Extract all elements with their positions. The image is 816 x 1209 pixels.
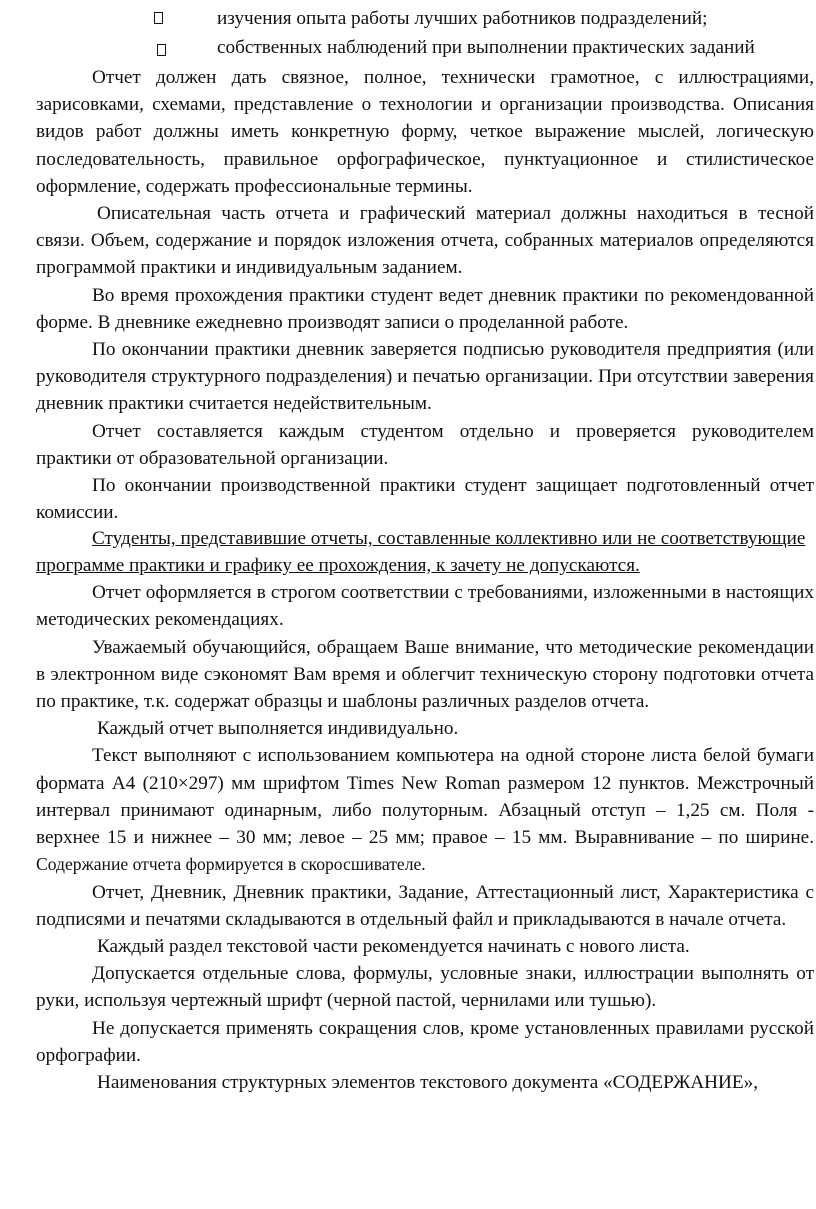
paragraph: Не допускается применять сокращения слов, кроме установленных правилами русской орфографии.: [36, 1017, 814, 1066]
paragraph: Уважаемый обучающийся, обращаем Ваше внимание, что методические рекомендации в электронном виде сэкономят Вам время и облегчит техническую сторону подготовки отчета по практике, т.к. содержат образцы и шаблоны различных разделов отчета.: [36, 636, 814, 713]
paragraph: Описательная часть отчета и графический материал должны находиться в тесной связи. Объем, содержание и порядок изложения отчета, собранных материалов определяются программой практики и индивидуальным заданием.: [36, 203, 814, 279]
paragraph: Отчет, Дневник, Дневник практики, Задание, Аттестационный лист, Характеристика с подписями и печатями складываются в отдельный файл и прикладываются в начале отчета.: [36, 881, 814, 930]
paragraph-small-text: Содержание отчета формируется в скоросшивателе.: [36, 854, 426, 875]
underlined-paragraph: Студенты, представившие отчеты, составленные коллективно или не соответствующие программе практики и графику ее прохождения, к зачету не допускаются.: [36, 528, 806, 576]
paragraph: Допускается отдельные слова, формулы, условные знаки, иллюстрации выполнять от руки, используя чертежный шрифт (черной пастой, чернилами или тушью).: [36, 963, 814, 1012]
list-item-text: изучения опыта работы лучших работников подразделений;: [217, 8, 708, 29]
paragraph: Отчет оформляется в строгом соответствии с требованиями, изложенными в настоящих методических рекомендациях.: [36, 582, 814, 631]
paragraph: По окончании производственной практики студент защищает подготовленный отчет комиссии.: [36, 475, 814, 524]
paragraph: Во время прохождения практики студент ведет дневник практики по рекомендованной форме. В дневнике ежедневно производят записи о проделанной работе.: [36, 284, 814, 333]
paragraph: Каждый отчет выполняется индивидуально.: [97, 718, 459, 740]
missing-glyph-bullet-icon: [154, 12, 163, 24]
paragraph-main-text: Текст выполняют с использованием компьютера на одной стороне листа белой бумаги формата А4 (210×297) мм шрифтом Times New Roman размером 12 пунктов. Межстрочный интервал принимают одинарным, либо полуторным. Абзацный отступ – 1,25 см. Поля - верхнее 15 и нижнее – 30 мм; левое – 25 мм; правое – 15 мм. Выравнивание – по ширине.: [36, 745, 814, 849]
paragraph: Отчет составляется каждым студентом отдельно и проверяется руководителем практики от образовательной организации.: [36, 420, 814, 469]
missing-glyph-bullet-icon: [157, 44, 166, 56]
list-item-text: собственных наблюдений при выполнении практических заданий: [217, 37, 755, 58]
paragraph: Наименования структурных элементов текстового документа «СОДЕРЖАНИЕ»,: [97, 1071, 759, 1093]
paragraph: [36, 742, 814, 878]
list-item: [36, 4, 814, 33]
paragraph: Отчет должен дать связное, полное, технически грамотное, с иллюстрациями, зарисовками, схемами, представление о технологии и организации производства. Описания видов работ должны иметь конкретную форму, четкое выражение мыслей, логическую последовательность, правильное орфографическое, пунктуационное и стилистическое оформление, содержать профессиональные термины.: [36, 67, 814, 197]
paragraph: Каждый раздел текстовой части рекомендуется начинать с нового листа.: [97, 935, 690, 957]
list-item: [36, 33, 814, 64]
paragraph: По окончании практики дневник заверяется подписью руководителя предприятия (или руководителя структурного подразделения) и печатью организации. При отсутствии заверения дневник практики считается недействительным.: [36, 339, 814, 415]
